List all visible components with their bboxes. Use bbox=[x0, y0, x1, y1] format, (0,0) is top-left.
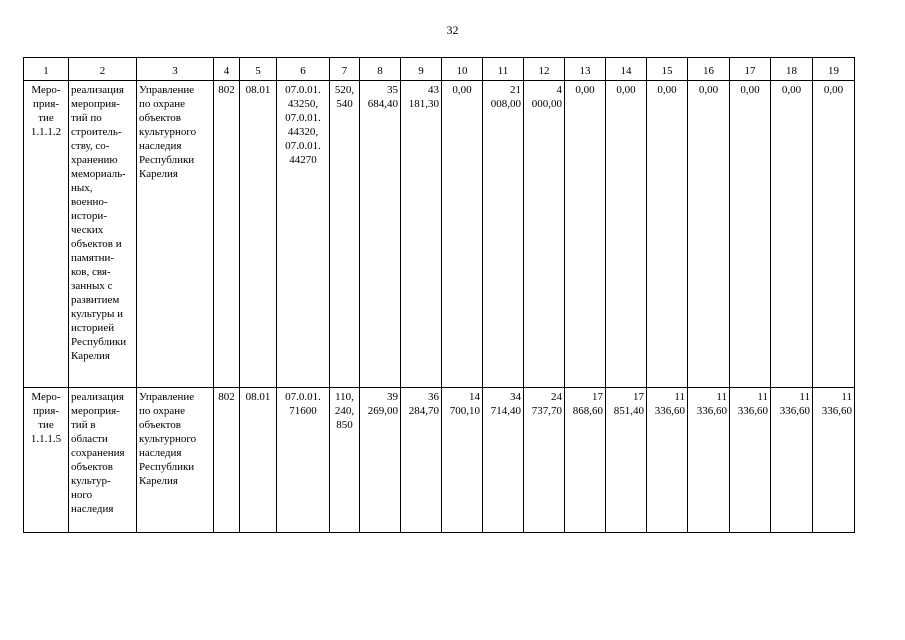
table-cell: 14 700,10 bbox=[442, 388, 483, 533]
column-header: 19 bbox=[813, 58, 855, 81]
column-header: 12 bbox=[524, 58, 565, 81]
column-header: 2 bbox=[69, 58, 137, 81]
table-cell: 0,00 bbox=[606, 81, 647, 388]
column-header: 13 bbox=[565, 58, 606, 81]
table-cell: 24 737,70 bbox=[524, 388, 565, 533]
table-cell: 11 336,60 bbox=[730, 388, 771, 533]
table-cell: 0,00 bbox=[730, 81, 771, 388]
table-cell: 802 bbox=[214, 81, 240, 388]
table-cell: 0,00 bbox=[813, 81, 855, 388]
table-cell: 0,00 bbox=[771, 81, 813, 388]
table-cell: 34 714,40 bbox=[483, 388, 524, 533]
column-header: 17 bbox=[730, 58, 771, 81]
table-cell: 0,00 bbox=[688, 81, 730, 388]
activity-description: реализация мероприя- тий по строитель- ству, со- хранению мемориаль- ных, военно- истори- ческих объектов и памятни- ков, свя- занных с развитием культуры и историей Республики Карелия bbox=[69, 81, 137, 388]
activity-description: реализация мероприя- тий в области сохранения объектов культур- ного наследия bbox=[69, 388, 137, 533]
table-cell: 39 269,00 bbox=[360, 388, 401, 533]
table-cell: 110, 240, 850 bbox=[330, 388, 360, 533]
table-cell: 07.0.01. 43250, 07.0.01. 44320, 07.0.01. 44270 bbox=[277, 81, 330, 388]
column-header: 16 bbox=[688, 58, 730, 81]
table-cell: 17 851,40 bbox=[606, 388, 647, 533]
table-cell: 43 181,30 bbox=[401, 81, 442, 388]
column-header: 5 bbox=[240, 58, 277, 81]
table-cell: 11 336,60 bbox=[813, 388, 855, 533]
activity-code: Меро- прия- тие 1.1.1.2 bbox=[24, 81, 69, 388]
table-cell: 11 336,60 bbox=[647, 388, 688, 533]
column-header: 10 bbox=[442, 58, 483, 81]
table-cell: 0,00 bbox=[647, 81, 688, 388]
table-cell: 21 008,00 bbox=[483, 81, 524, 388]
table-cell: 0,00 bbox=[565, 81, 606, 388]
table-cell: 802 bbox=[214, 388, 240, 533]
table-cell: 4 000,00 bbox=[524, 81, 565, 388]
column-header: 9 bbox=[401, 58, 442, 81]
column-header: 1 bbox=[24, 58, 69, 81]
column-header: 15 bbox=[647, 58, 688, 81]
activity-code: Меро- прия- тие 1.1.1.5 bbox=[24, 388, 69, 533]
column-header: 3 bbox=[137, 58, 214, 81]
column-header: 11 bbox=[483, 58, 524, 81]
column-header: 6 bbox=[277, 58, 330, 81]
table-cell: 36 284,70 bbox=[401, 388, 442, 533]
column-header: 18 bbox=[771, 58, 813, 81]
table-row bbox=[24, 388, 855, 533]
column-header: 4 bbox=[214, 58, 240, 81]
table-cell: 11 336,60 bbox=[771, 388, 813, 533]
executor: Управление по охране объектов культурного наследия Республики Карелия bbox=[137, 388, 214, 533]
table-cell: 35 684,40 bbox=[360, 81, 401, 388]
column-number-row bbox=[24, 58, 855, 81]
budget-table bbox=[23, 57, 855, 533]
column-header: 7 bbox=[330, 58, 360, 81]
table-cell: 07.0.01. 71600 bbox=[277, 388, 330, 533]
table-row bbox=[24, 81, 855, 388]
table-cell: 17 868,60 bbox=[565, 388, 606, 533]
column-header: 14 bbox=[606, 58, 647, 81]
table-cell: 520, 540 bbox=[330, 81, 360, 388]
executor: Управление по охране объектов культурного наследия Республики Карелия bbox=[137, 81, 214, 388]
column-header: 8 bbox=[360, 58, 401, 81]
table-cell: 08.01 bbox=[240, 81, 277, 388]
page-number: 32 bbox=[446, 23, 459, 37]
table-cell: 08.01 bbox=[240, 388, 277, 533]
table-cell: 0,00 bbox=[442, 81, 483, 388]
table-cell: 11 336,60 bbox=[688, 388, 730, 533]
